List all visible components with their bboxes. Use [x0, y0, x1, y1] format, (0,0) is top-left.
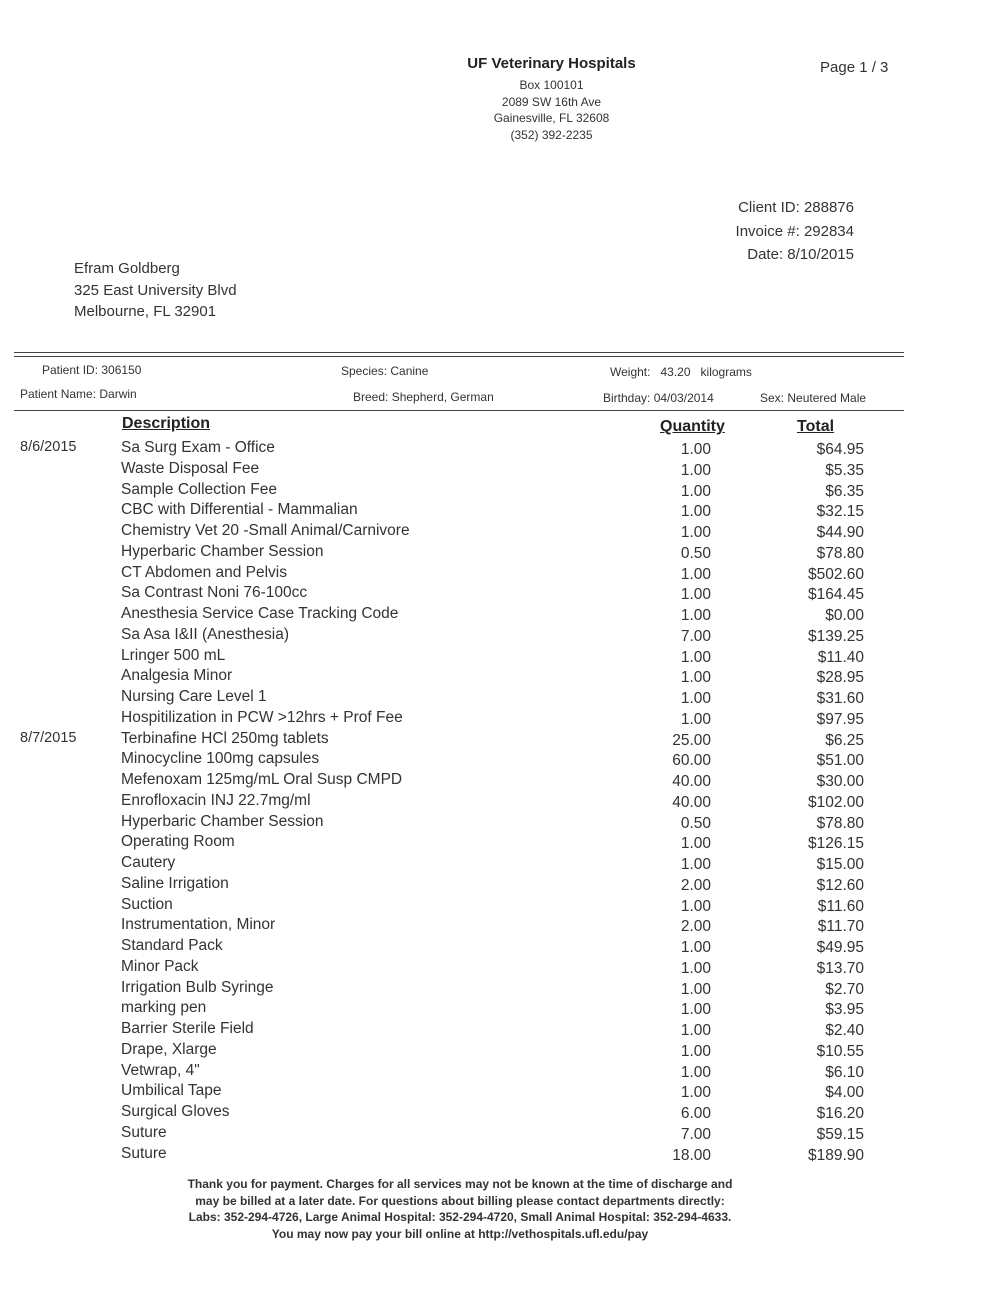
date-label: Date:	[747, 246, 784, 263]
row-quantity: 1.00	[680, 565, 711, 583]
table-row	[0, 1062, 1000, 1083]
table-row	[0, 958, 1000, 979]
row-description: Enrofloxacin INJ 22.7mg/ml	[121, 791, 311, 809]
table-row	[0, 1020, 1000, 1041]
row-description: Sa Asa I&II (Anesthesia)	[121, 625, 290, 643]
row-total: $6.35	[825, 482, 864, 500]
row-quantity: 1.00	[680, 503, 711, 521]
row-total: $139.25	[807, 627, 864, 645]
table-row	[0, 771, 1000, 792]
table-row	[0, 605, 1000, 626]
row-total: $13.70	[816, 959, 864, 977]
row-total: $164.45	[807, 586, 864, 604]
row-description: Saline Irrigation	[121, 874, 229, 892]
row-quantity: 1.00	[680, 835, 711, 853]
client-info	[736, 196, 854, 267]
row-quantity: 1.00	[680, 1084, 711, 1102]
row-quantity: 1.00	[680, 669, 711, 687]
row-quantity: 1.00	[680, 586, 711, 604]
row-quantity: 1.00	[680, 856, 711, 873]
row-quantity: 18.00	[672, 1146, 711, 1164]
row-description: Instrumentation, Minor	[121, 916, 276, 934]
table-row	[0, 854, 1000, 875]
row-total: $15.00	[816, 856, 864, 873]
row-quantity: 1.00	[680, 980, 711, 998]
row-total: $32.15	[816, 503, 864, 521]
row-description: Drape, Xlarge	[121, 1040, 217, 1058]
patient-sex: Sex: Neutered Male	[760, 391, 867, 405]
row-quantity: 60.00	[672, 752, 711, 770]
table-row	[0, 501, 1000, 522]
divider-top-2	[14, 356, 904, 357]
row-quantity: 1.00	[680, 1001, 711, 1019]
table-row	[0, 1145, 1000, 1166]
hospital-box: Box 100101	[519, 78, 584, 92]
row-description: Anesthesia Service Case Tracking Code	[121, 605, 399, 622]
row-total: $12.60	[816, 876, 864, 894]
row-quantity: 1.00	[680, 441, 711, 458]
row-description: Suture	[121, 1123, 167, 1141]
row-total: $16.20	[816, 1105, 864, 1122]
table-row	[0, 833, 1000, 854]
billing-footer: Thank you for payment. Charges for all services may not be known at the time of discharge and may be billed at a later date. For questions about billing please contact departments directly: Labs: 352-294-4726, Large Animal Hospital: 352-294-4720, Small Animal Hospital: 352-294-4633. You may now pay your bill online at http://vethospitals.ufl.edu/pay	[187, 1177, 733, 1241]
row-total: $10.55	[816, 1042, 864, 1060]
row-date: 8/6/2015	[20, 439, 77, 455]
table-row	[0, 481, 1000, 502]
row-total: $78.80	[816, 814, 864, 832]
row-total: $189.90	[807, 1146, 864, 1164]
row-description: Mefenoxam 125mg/mL Oral Susp CMPD	[121, 771, 403, 788]
row-quantity: 0.50	[680, 544, 711, 562]
row-quantity: 1.00	[680, 939, 711, 956]
row-description: Sa Surg Exam - Office	[121, 439, 275, 456]
client-city: Melbourne, FL 32901	[74, 303, 217, 320]
row-quantity: 1.00	[680, 482, 711, 500]
row-description: Waste Disposal Fee	[121, 459, 260, 477]
row-total: $51.00	[816, 752, 864, 770]
hospital-phone: (352) 392-2235	[510, 127, 593, 142]
row-total: $31.60	[816, 690, 864, 707]
invoice-date: 8/10/2015	[787, 246, 854, 263]
patient-species: Species: Canine	[341, 364, 429, 378]
row-total: $2.70	[825, 980, 864, 998]
row-quantity: 1.00	[680, 461, 711, 479]
patient-id: Patient ID: 306150	[42, 363, 142, 377]
row-description: Analgesia Minor	[121, 667, 233, 685]
row-total: $49.95	[816, 939, 864, 956]
row-quantity: 1.00	[680, 1042, 711, 1060]
row-total: $11.40	[817, 648, 864, 666]
row-total: $126.15	[807, 835, 864, 853]
row-total: $44.90	[816, 524, 864, 541]
row-description: Minocycline 100mg capsules	[121, 750, 320, 768]
row-total: $28.95	[816, 669, 864, 687]
table-row	[0, 750, 1000, 771]
row-total: $102.00	[807, 793, 864, 811]
row-quantity: 1.00	[680, 648, 711, 666]
hospital-name: UF Veterinary Hospitals	[467, 55, 636, 72]
row-total: $78.80	[816, 544, 864, 562]
row-quantity: 1.00	[680, 1022, 711, 1039]
hospital-city: Gainesville, FL 32608	[493, 111, 610, 125]
row-description: Lringer 500 mL	[121, 646, 226, 664]
row-quantity: 40.00	[672, 773, 711, 790]
row-quantity: 40.00	[672, 793, 711, 811]
table-row	[0, 564, 1000, 585]
row-total: $11.70	[817, 918, 864, 936]
table-row	[0, 813, 1000, 834]
row-total: $30.00	[816, 773, 864, 790]
hospital-street: 2089 SW 16th Ave	[501, 94, 602, 109]
row-total: $3.95	[825, 1001, 864, 1019]
row-quantity: 6.00	[680, 1105, 711, 1122]
patient-weight: Weight: 43.20 kilograms	[610, 365, 752, 379]
row-description: Irrigation Bulb Syringe	[121, 978, 274, 996]
table-row	[0, 792, 1000, 813]
row-description: Hyperbaric Chamber Session	[121, 542, 324, 560]
patient-birthday: Birthday: 04/03/2014	[603, 391, 714, 405]
table-row	[0, 875, 1000, 896]
row-quantity: 1.00	[680, 710, 711, 728]
row-total: $64.95	[816, 441, 864, 458]
row-description: Chemistry Vet 20 -Small Animal/Carnivore	[121, 522, 410, 539]
row-description: Sample Collection Fee	[121, 480, 277, 498]
table-row	[0, 1124, 1000, 1145]
header-description: Description	[122, 415, 211, 432]
client-name: Efram Goldberg	[74, 260, 180, 277]
row-quantity: 7.00	[680, 1125, 711, 1143]
row-total: $2.40	[825, 1022, 864, 1039]
row-description: Operating Room	[121, 833, 235, 851]
row-total: $5.35	[825, 461, 864, 479]
table-row	[0, 1041, 1000, 1062]
row-quantity: 1.00	[680, 524, 711, 541]
mailing-address	[74, 258, 237, 323]
row-quantity: 25.00	[672, 731, 711, 749]
row-quantity: 2.00	[680, 876, 711, 894]
table-row	[0, 979, 1000, 1000]
table-row	[0, 916, 1000, 937]
patient-name: Patient Name: Darwin	[20, 387, 137, 401]
client-id: 288876	[803, 199, 854, 216]
table-row	[0, 688, 1000, 709]
table-row	[0, 626, 1000, 647]
table-row	[0, 543, 1000, 564]
row-total: $6.25	[825, 731, 864, 749]
row-description: Suction	[121, 895, 173, 913]
row-description: marking pen	[121, 999, 207, 1017]
row-description: Minor Pack	[121, 957, 199, 975]
row-description: Sa Contrast Noni 76-100cc	[121, 584, 308, 602]
row-description: Hyperbaric Chamber Session	[121, 812, 324, 830]
row-quantity: 1.00	[680, 690, 711, 707]
row-description: Nursing Care Level 1	[121, 688, 267, 705]
row-quantity: 0.50	[680, 814, 711, 832]
table-row	[0, 522, 1000, 543]
row-description: Standard Pack	[121, 937, 223, 954]
client-street: 325 East University Blvd	[74, 281, 237, 299]
table-row	[0, 1103, 1000, 1124]
table-row	[0, 999, 1000, 1020]
row-description: CBC with Differential - Mammalian	[121, 501, 358, 519]
table-row	[0, 667, 1000, 688]
row-quantity: 2.00	[680, 918, 711, 936]
row-quantity: 1.00	[680, 1063, 711, 1081]
divider-patient	[14, 410, 904, 411]
header-total: Total	[797, 418, 835, 435]
row-date: 8/7/2015	[20, 729, 77, 746]
table-row	[0, 460, 1000, 481]
row-description: Cautery	[121, 854, 176, 871]
row-description: Surgical Gloves	[121, 1103, 230, 1120]
row-total: $0.00	[825, 607, 864, 624]
page-number: Page 1 / 3	[820, 59, 889, 76]
row-total: $502.60	[807, 565, 864, 583]
row-description: Umbilical Tape	[121, 1082, 222, 1100]
row-total: $6.10	[825, 1063, 864, 1081]
divider-top-1	[14, 352, 904, 353]
row-description: Hospitilization in PCW >12hrs + Prof Fee	[121, 708, 403, 726]
row-total: $4.00	[825, 1084, 864, 1102]
table-row	[0, 896, 1000, 917]
table-row	[0, 584, 1000, 605]
invoice-number: 292834	[803, 222, 854, 240]
row-quantity: 1.00	[680, 959, 711, 977]
patient-breed: Breed: Shepherd, German	[353, 390, 494, 404]
client-id-label: Client ID:	[738, 199, 800, 216]
row-quantity: 1.00	[680, 607, 711, 624]
invoice-label: Invoice #:	[735, 222, 800, 240]
row-total: $97.95	[816, 710, 864, 728]
row-quantity: 7.00	[680, 627, 711, 645]
table-row	[0, 730, 1000, 751]
row-description: Suture	[121, 1144, 167, 1162]
table-row	[0, 937, 1000, 958]
row-description: CT Abdomen and Pelvis	[121, 563, 288, 581]
table-row	[0, 1082, 1000, 1103]
row-description: Barrier Sterile Field	[121, 1020, 254, 1037]
table-row	[0, 439, 1000, 460]
row-total: $59.15	[816, 1125, 864, 1143]
row-quantity: 1.00	[680, 897, 711, 915]
table-row	[0, 647, 1000, 668]
table-row	[0, 709, 1000, 730]
row-description: Vetwrap, 4"	[121, 1061, 200, 1079]
row-total: $11.60	[817, 897, 864, 915]
header-quantity: Quantity	[660, 418, 725, 435]
row-description: Terbinafine HCl 250mg tablets	[121, 729, 329, 747]
